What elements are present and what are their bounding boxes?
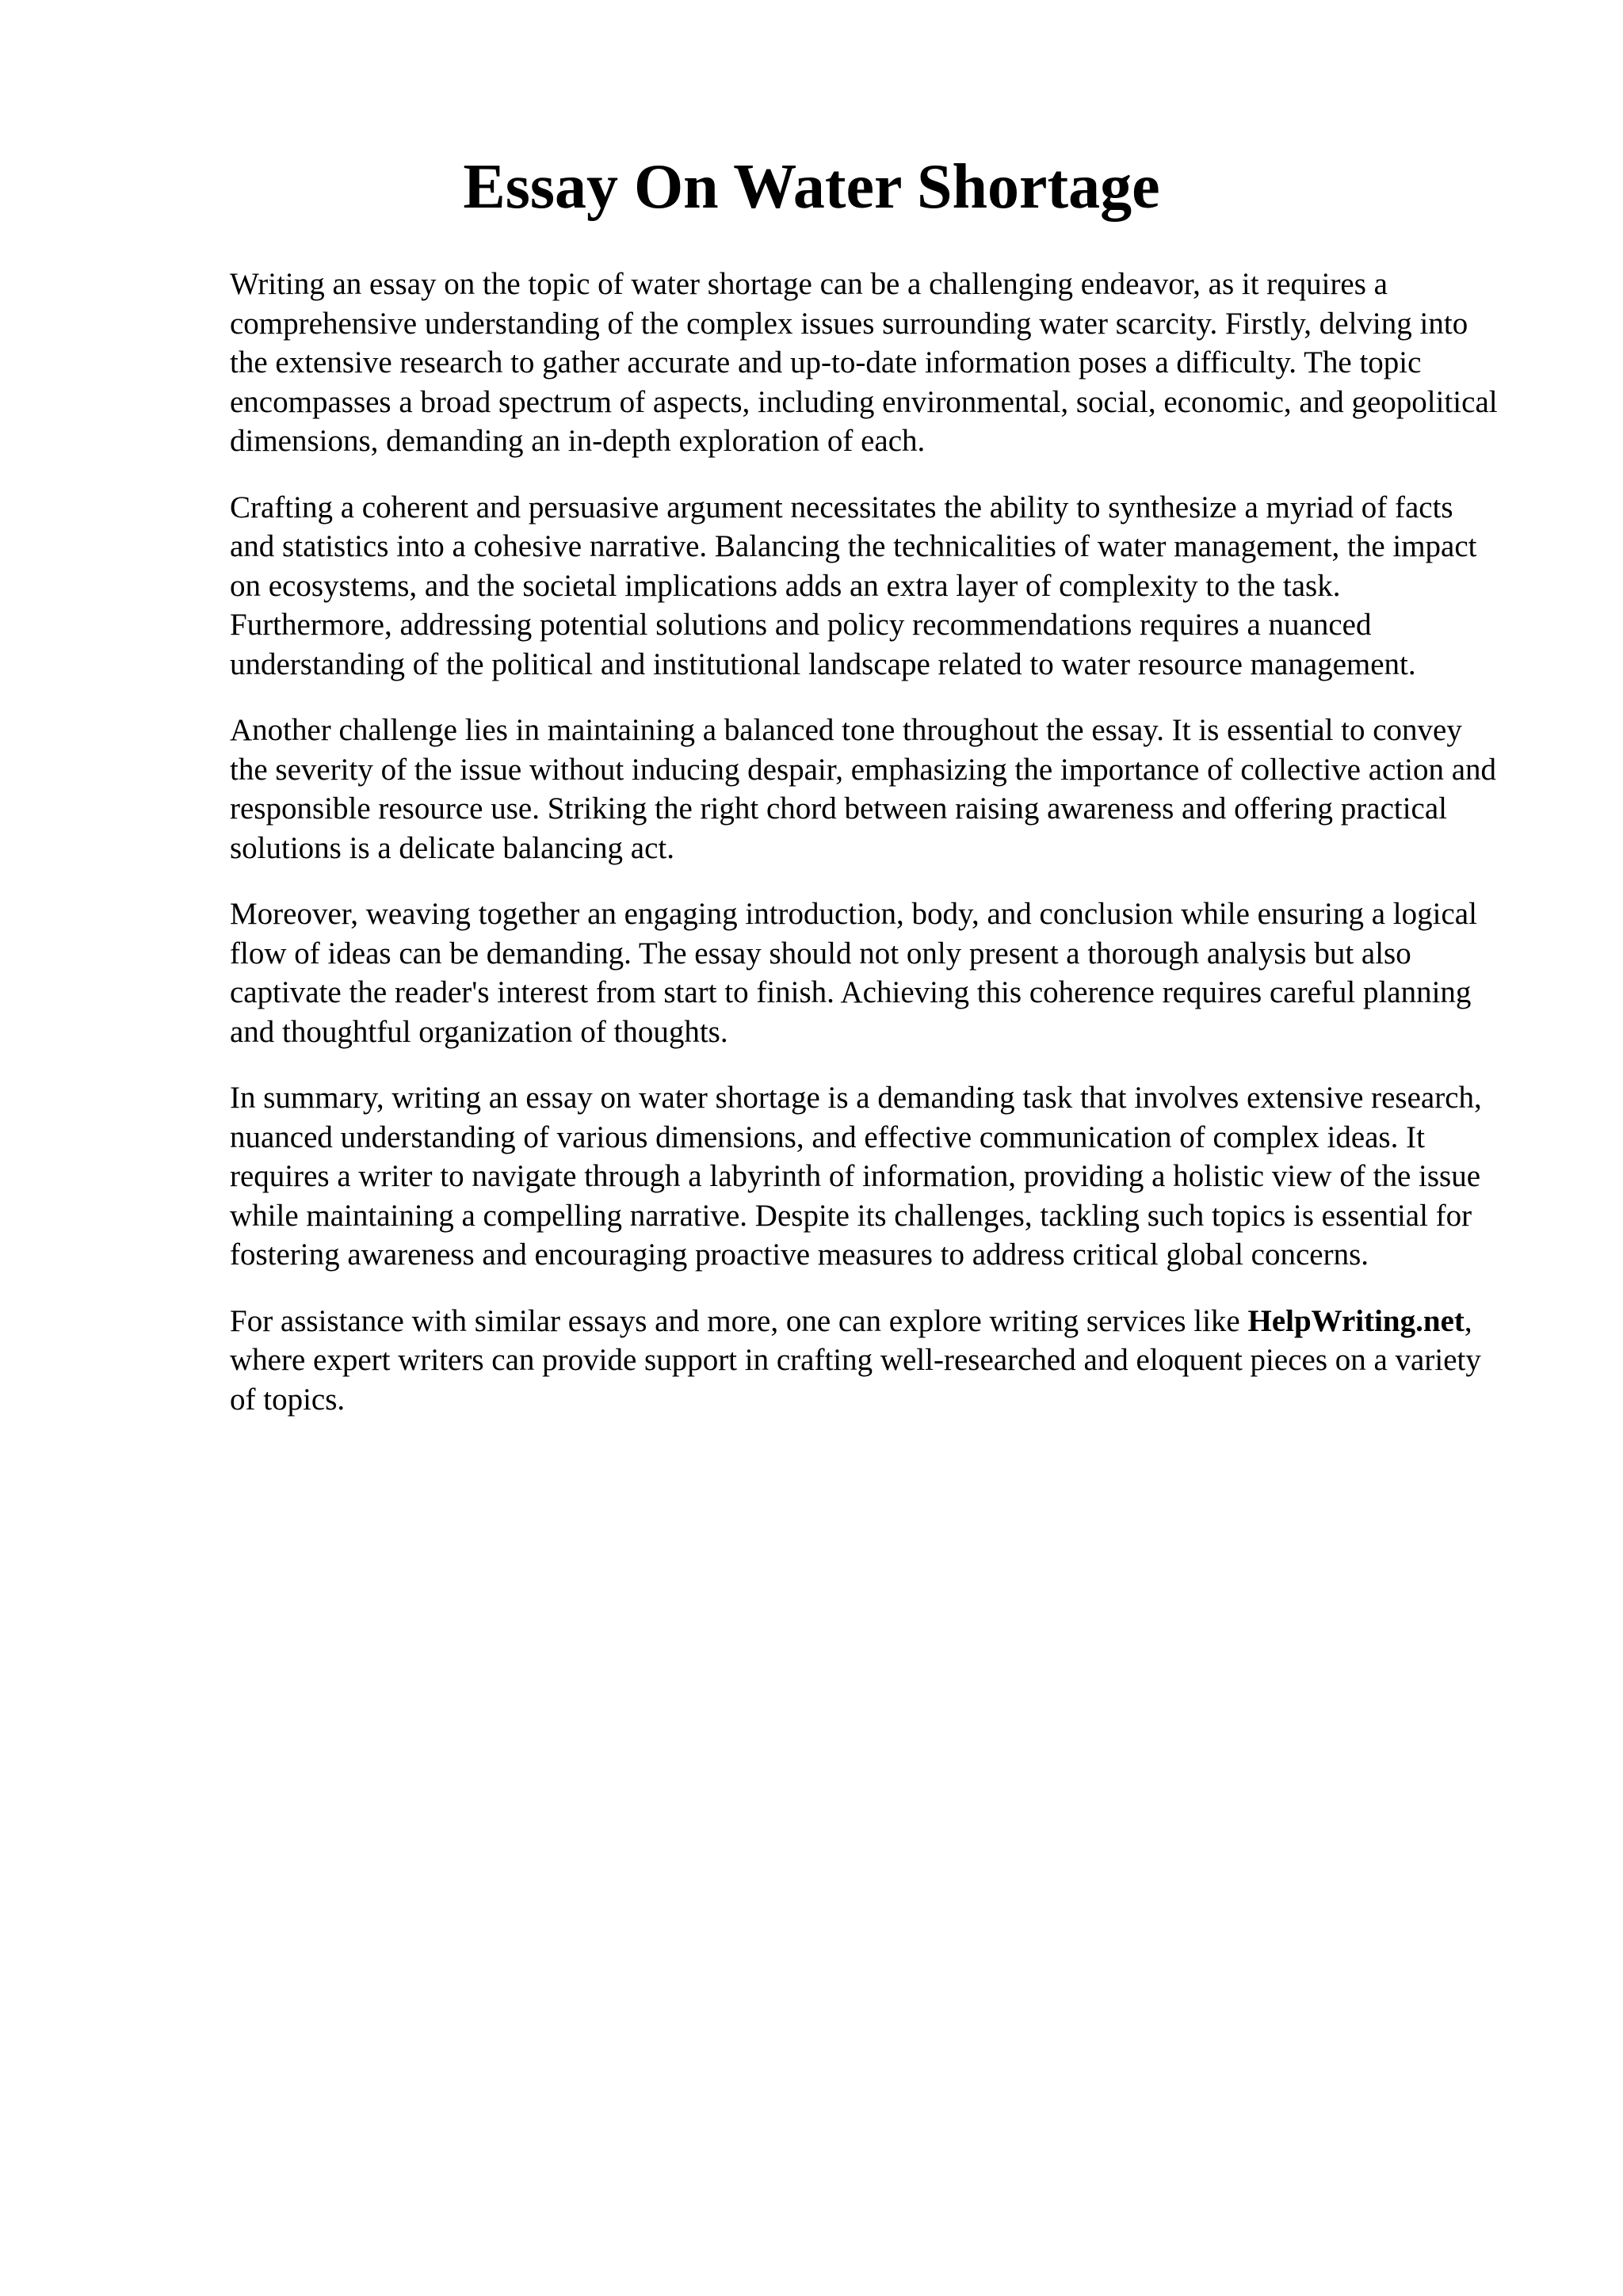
closing-text-after: , where expert writers can provide support in crafting well-researched and eloquent pieces on a variety of topics. <box>230 1303 1481 1417</box>
brand-name: HelpWriting.net <box>1247 1303 1465 1338</box>
paragraph-2: Crafting a coherent and persuasive argument necessitates the ability to synthesize a myriad of facts and statistics into a cohesive narrative. Balancing the technicalities of water management, the impact on ecosystems, and the societal implications adds an extra layer of complexity to the task. Furthermore, addressing potential solutions and policy recommendations requires a nuanced understanding of the political and institutional landscape related to water resource management. <box>230 490 1477 681</box>
closing-text-before: For assistance with similar essays and more, one can explore writing services like <box>230 1303 1240 1338</box>
essay-body <box>230 265 1498 1446</box>
closing-paragraph <box>230 1302 1498 1420</box>
page-title: Essay On Water Shortage <box>463 152 1160 222</box>
paragraph-1: Writing an essay on the topic of water shortage can be a challenging endeavor, as it requires a comprehensive understanding of the complex issues surrounding water scarcity. Firstly, delving into the extensive research to gather accurate and up-to-date information poses a difficulty. The topic encompasses a broad spectrum of aspects, including environmental, social, economic, and geopolitical dimensions, demanding an in-depth exploration of each. <box>230 267 1498 458</box>
paragraph-3: Another challenge lies in maintaining a balanced tone throughout the essay. It is essential to convey the severity of the issue without inducing despair, emphasizing the importance of collective action and responsible resource use. Striking the right chord between raising awareness and offering practical solutions is a delicate balancing act. <box>230 713 1497 865</box>
paragraph-5: In summary, writing an essay on water shortage is a demanding task that involves extensive research, nuanced understanding of various dimensions, and effective communication of complex ideas. It requires a writer to navigate through a labyrinth of information, providing a holistic view of the issue while maintaining a compelling narrative. Despite its challenges, tackling such topics is essential for fostering awareness and encouraging proactive measures to address critical global concerns. <box>230 1081 1482 1272</box>
paragraph-4: Moreover, weaving together an engaging introduction, body, and conclusion while ensuring a logical flow of ideas can be demanding. The essay should not only present a thorough analysis but also captivate the reader's interest from start to finish. Achieving this coherence requires careful planning and thoughtful organization of thoughts. <box>230 897 1477 1049</box>
